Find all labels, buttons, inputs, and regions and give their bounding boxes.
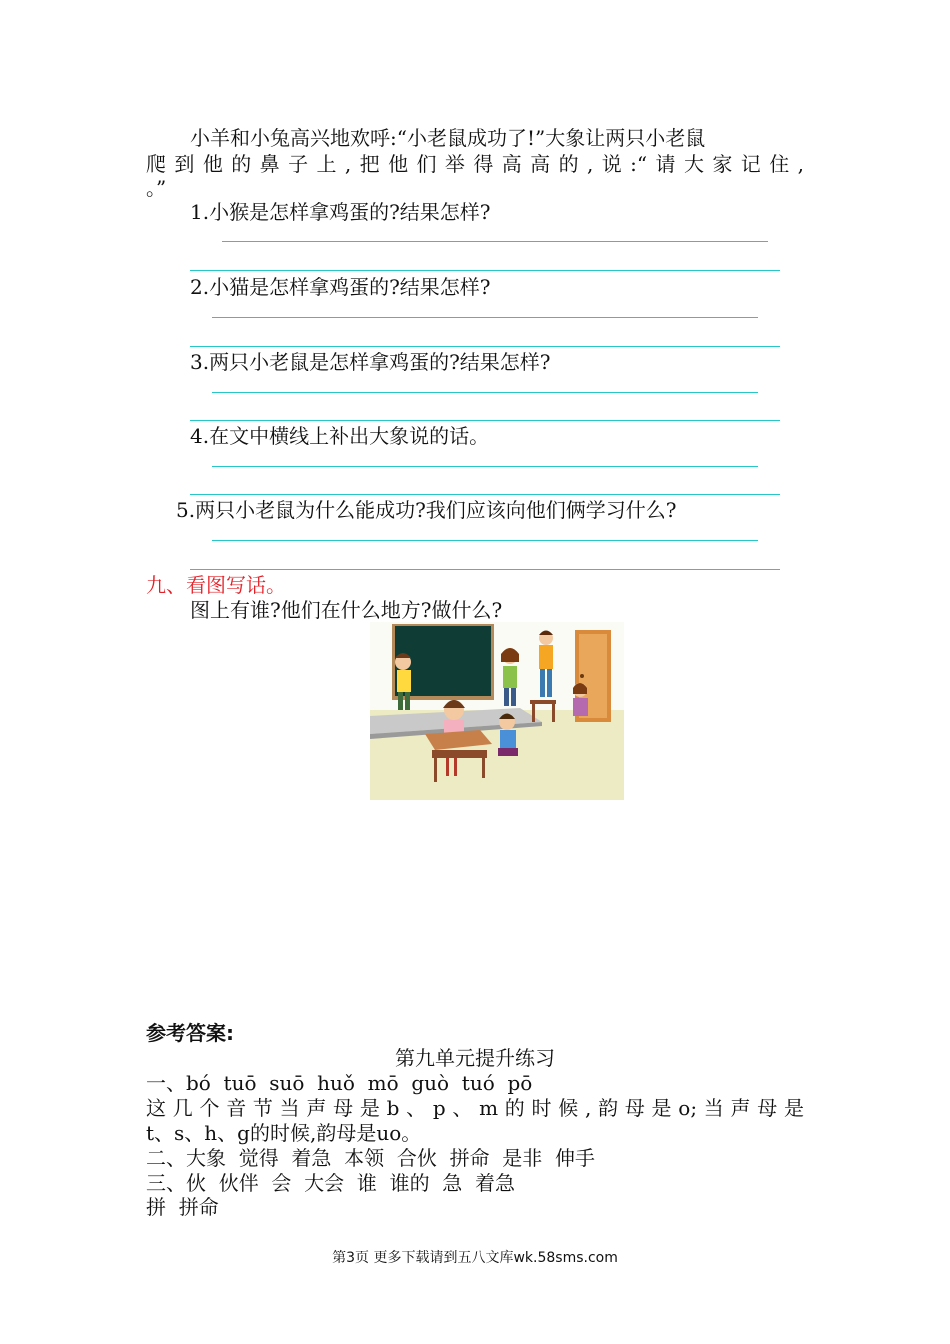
passage-line-2: 爬到他的鼻子上,把他们举得高高的,说:“请大家记住, <box>146 152 804 176</box>
answer-line <box>190 494 780 495</box>
question-5: 5.两只小老鼠为什么能成功?我们应该向他们俩学习什么? <box>176 498 677 522</box>
passage-line-3: 。” <box>146 176 167 200</box>
answers-line-4: 二、大象 觉得 着急 本领 合伙 拼命 是非 伸手 <box>146 1146 596 1170</box>
section-9-heading: 九、看图写话。 <box>146 573 286 597</box>
answer-line <box>190 270 780 271</box>
page-footer: 第3页 更多下载请到五八文库wk.58sms.com <box>332 1250 618 1266</box>
answer-line <box>212 317 758 318</box>
answer-line <box>212 466 758 467</box>
answer-line <box>190 420 780 421</box>
answer-line <box>190 346 780 347</box>
passage-line-1: 小羊和小兔高兴地欢呼:“小老鼠成功了!”大象让两只小老鼠 <box>190 126 706 150</box>
answers-line-6: 拼 拼命 <box>146 1195 219 1219</box>
section-9-prompt: 图上有谁?他们在什么地方?做什么? <box>190 598 503 622</box>
answers-title: 第九单元提升练习 <box>395 1046 555 1070</box>
question-3: 3.两只小老鼠是怎样拿鸡蛋的?结果怎样? <box>190 350 551 374</box>
question-1: 1.小猴是怎样拿鸡蛋的?结果怎样? <box>190 200 491 224</box>
answers-line-5: 三、伙 伙伴 会 大会 谁 谁的 急 着急 <box>146 1171 516 1195</box>
question-2: 2.小猫是怎样拿鸡蛋的?结果怎样? <box>190 275 491 299</box>
question-4: 4.在文中横线上补出大象说的话。 <box>190 424 490 448</box>
answers-line-1: 一、bó tuō suō huǒ mō guò tuó pō <box>146 1071 533 1095</box>
answer-line <box>222 241 768 242</box>
answers-line-2: 这几个音节当声母是b、p、m的时候,韵母是o;当声母是 <box>146 1096 804 1120</box>
classroom-illustration <box>370 622 624 800</box>
answers-line-3: t、s、h、g的时候,韵母是uo。 <box>146 1121 422 1145</box>
answer-line <box>190 569 780 570</box>
answers-heading: 参考答案: <box>146 1021 234 1045</box>
answer-line <box>212 540 758 541</box>
answer-line <box>212 392 758 393</box>
